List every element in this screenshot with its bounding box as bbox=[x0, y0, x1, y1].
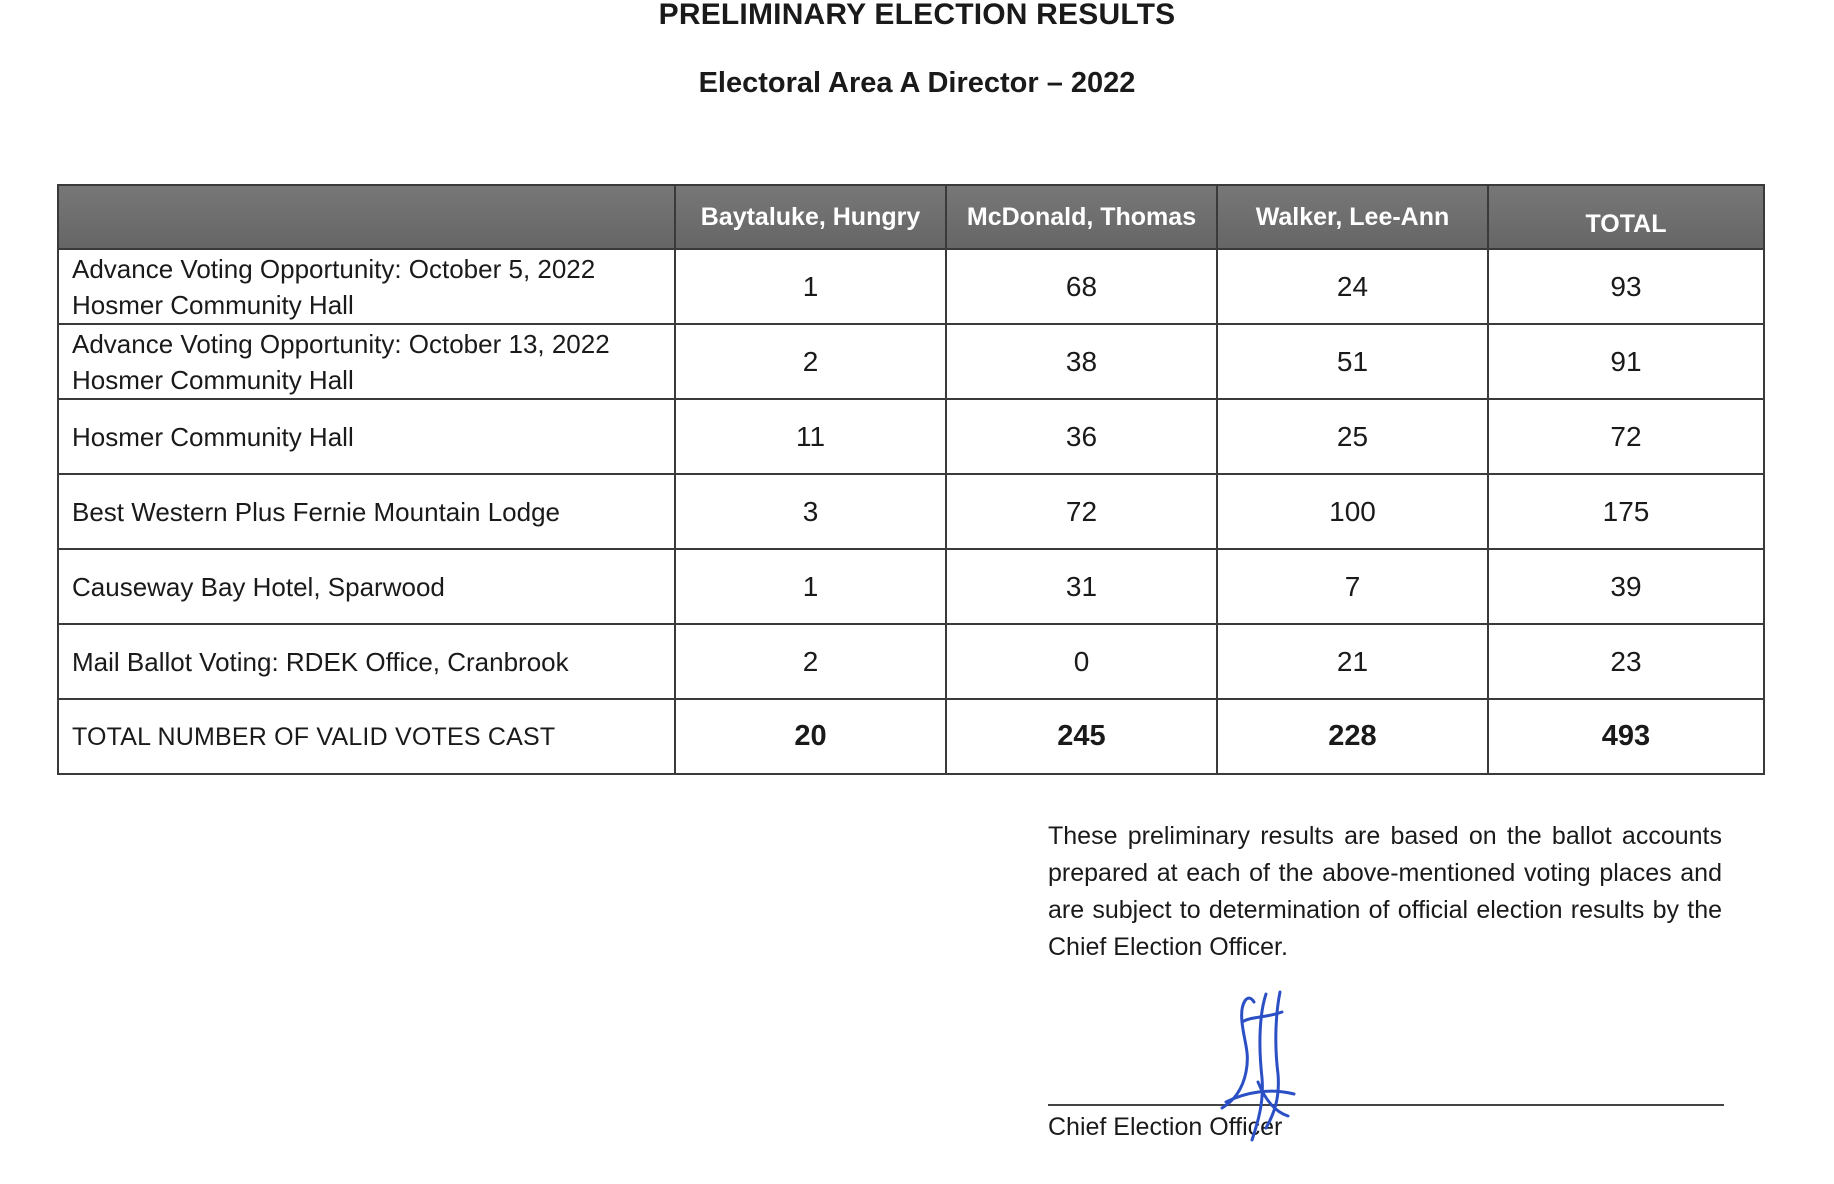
voting-place-name: Advance Voting Opportunity: October 5, 2022 bbox=[72, 253, 596, 284]
table-row bbox=[58, 474, 1764, 549]
table-row bbox=[58, 324, 1764, 399]
voting-place-cell bbox=[58, 324, 675, 399]
vote-count-total: 23 bbox=[1488, 624, 1764, 699]
voting-place-location: Hosmer Community Hall bbox=[72, 289, 354, 320]
total-votes-label: TOTAL NUMBER OF VALID VOTES CAST bbox=[58, 699, 675, 774]
signature-line bbox=[1048, 1104, 1724, 1106]
voting-place-name: Causeway Bay Hotel, Sparwood bbox=[72, 571, 445, 602]
header-total: TOTAL bbox=[1488, 185, 1764, 249]
voting-place-name: Best Western Plus Fernie Mountain Lodge bbox=[72, 496, 561, 527]
vote-count-walker: 100 bbox=[1217, 474, 1488, 549]
voting-place-name: Hosmer Community Hall bbox=[72, 421, 354, 452]
total-baytaluke: 20 bbox=[675, 699, 946, 774]
voting-place-location: Hosmer Community Hall bbox=[72, 364, 354, 395]
vote-count-walker: 21 bbox=[1217, 624, 1488, 699]
vote-count-mcdonald: 72 bbox=[946, 474, 1217, 549]
election-results-table bbox=[57, 184, 1765, 775]
voting-place-name: Mail Ballot Voting: RDEK Office, Cranbrook bbox=[72, 646, 569, 677]
vote-count-mcdonald: 0 bbox=[946, 624, 1217, 699]
vote-count-baytaluke: 1 bbox=[675, 249, 946, 324]
signature-caption: Chief Election Officer bbox=[1048, 1113, 1283, 1141]
table-row bbox=[58, 399, 1764, 474]
vote-count-total: 175 bbox=[1488, 474, 1764, 549]
voting-place-cell bbox=[58, 624, 675, 699]
total-votes-row bbox=[58, 699, 1764, 774]
vote-count-mcdonald: 38 bbox=[946, 324, 1217, 399]
vote-count-total: 93 bbox=[1488, 249, 1764, 324]
vote-count-mcdonald: 36 bbox=[946, 399, 1217, 474]
header-voting-place bbox=[58, 185, 675, 249]
table-row bbox=[58, 249, 1764, 324]
voting-place-cell bbox=[58, 249, 675, 324]
header-candidate-mcdonald: McDonald, Thomas bbox=[946, 185, 1217, 249]
vote-count-baytaluke: 11 bbox=[675, 399, 946, 474]
voting-place-cell bbox=[58, 474, 675, 549]
total-mcdonald: 245 bbox=[946, 699, 1217, 774]
document-subtitle: Electoral Area A Director – 2022 bbox=[698, 67, 1136, 99]
vote-count-baytaluke: 3 bbox=[675, 474, 946, 549]
vote-count-walker: 25 bbox=[1217, 399, 1488, 474]
voting-place-cell bbox=[58, 399, 675, 474]
vote-count-walker: 24 bbox=[1217, 249, 1488, 324]
vote-count-total: 91 bbox=[1488, 324, 1764, 399]
grand-total: 493 bbox=[1488, 699, 1764, 774]
vote-count-mcdonald: 31 bbox=[946, 549, 1217, 624]
handwritten-signature bbox=[1196, 982, 1316, 1152]
vote-count-walker: 7 bbox=[1217, 549, 1488, 624]
vote-count-total: 39 bbox=[1488, 549, 1764, 624]
table-row bbox=[58, 549, 1764, 624]
voting-place-name: Advance Voting Opportunity: October 13, 2022 bbox=[72, 328, 610, 359]
vote-count-baytaluke: 2 bbox=[675, 324, 946, 399]
vote-count-baytaluke: 2 bbox=[675, 624, 946, 699]
preliminary-results-note: These preliminary results are based on the ballot accounts prepared at each of the above-mentioned voting places and are subject to determination of official election results by the Chief Election Officer. bbox=[1048, 822, 1722, 961]
header-candidate-baytaluke: Baytaluke, Hungry bbox=[675, 185, 946, 249]
voting-place-cell bbox=[58, 549, 675, 624]
vote-count-baytaluke: 1 bbox=[675, 549, 946, 624]
table-row bbox=[58, 624, 1764, 699]
header-candidate-walker: Walker, Lee-Ann bbox=[1217, 185, 1488, 249]
vote-count-mcdonald: 68 bbox=[946, 249, 1217, 324]
table-header-row bbox=[58, 185, 1764, 249]
document-title: PRELIMINARY ELECTION RESULTS bbox=[658, 0, 1176, 31]
vote-count-walker: 51 bbox=[1217, 324, 1488, 399]
vote-count-total: 72 bbox=[1488, 399, 1764, 474]
total-walker: 228 bbox=[1217, 699, 1488, 774]
